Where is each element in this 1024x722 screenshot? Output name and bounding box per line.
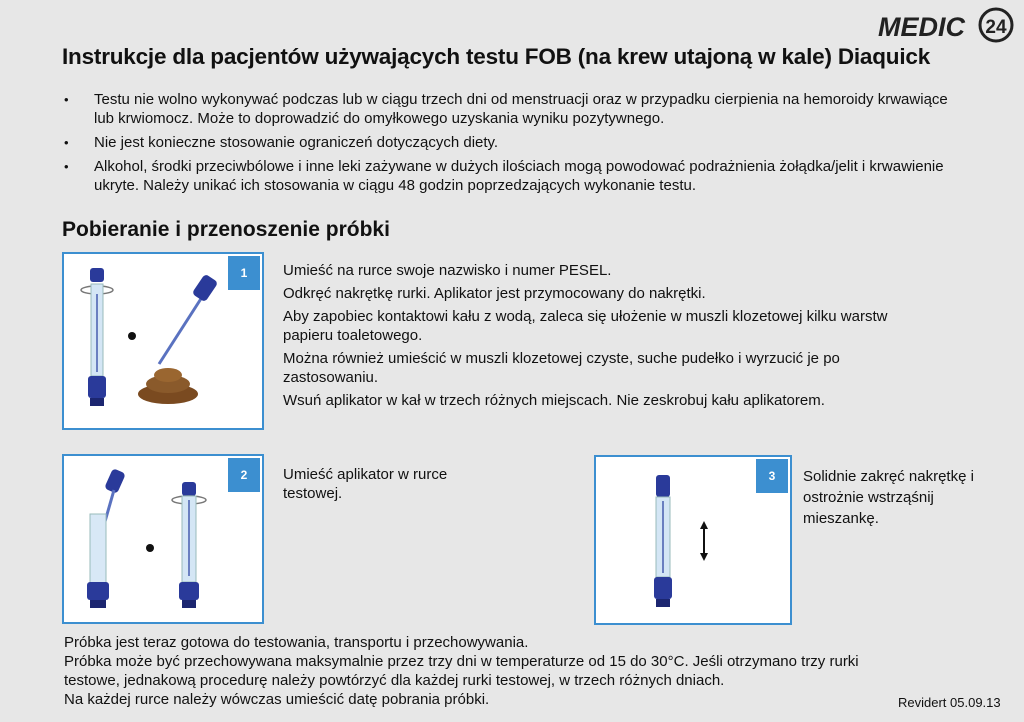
list-item bbox=[62, 133, 962, 152]
list-item-text: Nie jest konieczne stosowanie ograniczeń dotyczących diety. bbox=[94, 134, 499, 151]
list-item-text: Alkohol, środki przeciwbólowe i inne leki zażywane w dużych ilościach mogą powodować podrażnienia żołądka/jelit i krwawienie ukryte. Należy unikać ich stosowania w ciągu 48 godzin poprzedzających wykonanie testu. bbox=[94, 158, 944, 194]
shake-arrow-icon bbox=[700, 521, 708, 561]
page-title: Instrukcje dla pacjentów używających testu FOB (na krew utajoną w kale) Diaquick bbox=[62, 44, 931, 69]
step2-illustration bbox=[62, 454, 264, 624]
step1-paragraph: Umieść na rurce swoje nazwisko i numer PESEL. bbox=[283, 262, 612, 279]
step1-paragraph: Można również umieścić w muszli klozetowej czyste, suche pudełko i wyrzucić je po zastosowaniu. bbox=[283, 350, 840, 386]
logo-number: 24 bbox=[985, 17, 1007, 38]
test-tube-icon bbox=[172, 482, 206, 608]
section-title: Pobieranie i przenoszenie próbki bbox=[62, 218, 390, 241]
step1-paragraph: Odkręć nakrętkę rurki. Aplikator jest przymocowany do nakrętki. bbox=[283, 285, 706, 302]
applicator-insert-icon bbox=[87, 468, 126, 608]
footer-paragraph: Na każdej rurce należy wówczas umieścić datę pobrania próbki. bbox=[64, 691, 490, 708]
footer-paragraph: Próbka może być przechowywana maksymalnie przez trzy dni w temperaturze od 15 do 30°C. Jeśli otrzymano trzy rurki testowe, jednakową procedurę należy powtórzyć dla każdej rurki testowej, w trzech różnych dniach. bbox=[64, 653, 859, 689]
test-tube-icon bbox=[81, 268, 113, 406]
step1-paragraph: Wsuń aplikator w kał w trzech różnych miejscach. Nie zeskrobuj kału aplikatorem. bbox=[283, 392, 825, 409]
warnings-list bbox=[62, 90, 962, 200]
step3-instructions: Solidnie zakręć nakrętkę i ostrożnie wstrząśnij mieszankę. bbox=[803, 468, 974, 527]
footer-paragraph: Próbka jest teraz gotowa do testowania, transportu i przechowywania. bbox=[64, 634, 529, 651]
step1-paragraph: Aby zapobiec kontaktowi kału z wodą, zaleca się ułożenie w muszli klozetowej kilku warstw papieru toaletowego. bbox=[283, 308, 888, 344]
step-number-badge: 1 bbox=[228, 256, 260, 290]
list-item bbox=[62, 90, 962, 128]
step1-instructions bbox=[283, 261, 903, 414]
applicator-icon bbox=[159, 274, 218, 364]
step3-illustration bbox=[594, 455, 792, 625]
bullet-symbol: • bbox=[64, 159, 69, 174]
test-tube-icon bbox=[654, 475, 672, 607]
step1-illustration bbox=[62, 252, 264, 430]
bullet-symbol: • bbox=[64, 92, 69, 107]
logo-text: MEDIC bbox=[878, 12, 965, 42]
list-item-text: Testu nie wolno wykonywać podczas lub w ciągu trzech dni od menstruacji oraz w przypadku cierpienia na hemoroidy krwawiące lub krwiomocz. Może to doprowadzić do omyłkowego uzyskania wyniku pozytywnego. bbox=[94, 91, 948, 127]
plus-icon bbox=[128, 332, 136, 340]
step-number-badge: 2 bbox=[228, 458, 260, 492]
list-item bbox=[62, 157, 962, 195]
storage-notes bbox=[64, 633, 864, 709]
medic24-logo bbox=[876, 6, 1016, 44]
step-number-badge: 3 bbox=[756, 459, 788, 493]
step2-instructions: Umieść aplikator w rurce testowej. bbox=[283, 466, 448, 502]
plus-icon bbox=[146, 544, 154, 552]
revision-date: Revidert 05.09.13 bbox=[898, 695, 1001, 710]
stool-icon bbox=[138, 368, 198, 404]
bullet-symbol: • bbox=[64, 135, 69, 150]
